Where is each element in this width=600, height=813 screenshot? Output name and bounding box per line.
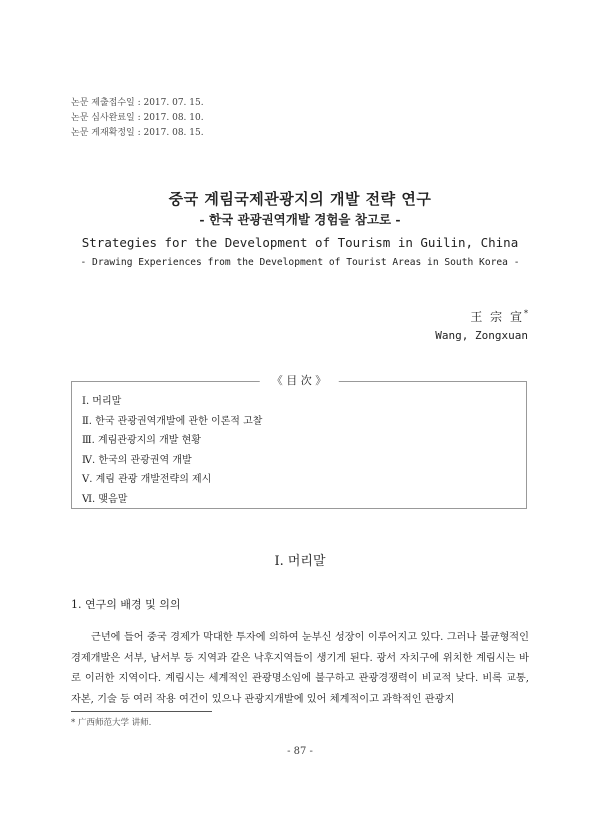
date-reviewed: 논문 심사완료일 : 2017. 08. 10.	[71, 113, 204, 123]
author-name-hanja: 王 宗 宣*	[470, 309, 528, 324]
author-block	[435, 304, 528, 345]
toc-item: Ⅱ. 한국 관광권역개발에 관한 이론적 고찰	[82, 415, 263, 427]
toc-item: Ⅳ. 한국의 관광권역 개발	[82, 454, 192, 466]
submission-dates	[71, 96, 204, 141]
subtitle-korean: - 한국 관광권역개발 경험을 참고로 -	[199, 212, 401, 227]
toc-list	[72, 382, 526, 509]
date-accepted: 논문 게재확정일 : 2017. 08. 15.	[71, 128, 204, 138]
title-english: Strategies for the Development of Tourism in Guilin, China	[81, 235, 519, 250]
footnote-divider	[71, 711, 212, 712]
toc-heading: 《 目 次 》	[260, 373, 339, 389]
subsection-heading: 1. 연구의 배경 및 의의	[71, 598, 181, 611]
footnote-marker: *	[524, 309, 528, 318]
toc-item: Ⅰ. 머리말	[82, 396, 122, 407]
toc-item: Ⅲ. 계림관광지의 개발 현황	[82, 435, 201, 446]
toc-item: Ⅵ. 맺음말	[82, 493, 128, 505]
subtitle-english: - Drawing Experiences from the Development of Tourist Areas in South Korea -	[80, 257, 520, 268]
title-korean: 중국 계림국제관광지의 개발 전략 연구	[168, 190, 432, 208]
toc-item: Ⅴ. 계림 관광 개발전략의 제시	[82, 474, 212, 485]
author-name-english: Wang, Zongxuan	[435, 329, 528, 342]
table-of-contents	[71, 374, 527, 509]
page-number: - 87 -	[287, 746, 313, 757]
date-received: 논문 제출접수일 : 2017. 07. 15.	[71, 98, 204, 108]
section-heading: Ⅰ. 머리말	[274, 554, 326, 569]
footnote: * 广西师范大学 讲师.	[71, 718, 152, 728]
paper-titles	[0, 188, 600, 272]
body-paragraph: 근년에 들어 중국 경제가 막대한 투자에 의하여 눈부신 성장이 이루어지고 있다. 그러나 불균형적인 경제개발은 서부, 남서부 등 지역과 같은 낙후지역들이 생기게 된다. 광서 자치구에 위치한 계림시는 바로 이러한 지역이다. 계림시는 세계적인 관광명소임에 불구하고 관광경쟁력이 비교적 낮다. 비록 교통, 자본, 기술 등 여러 작용 여건이 있으나 관광지개발에 있어 체계적이고 과학적인 관광지	[71, 632, 529, 705]
